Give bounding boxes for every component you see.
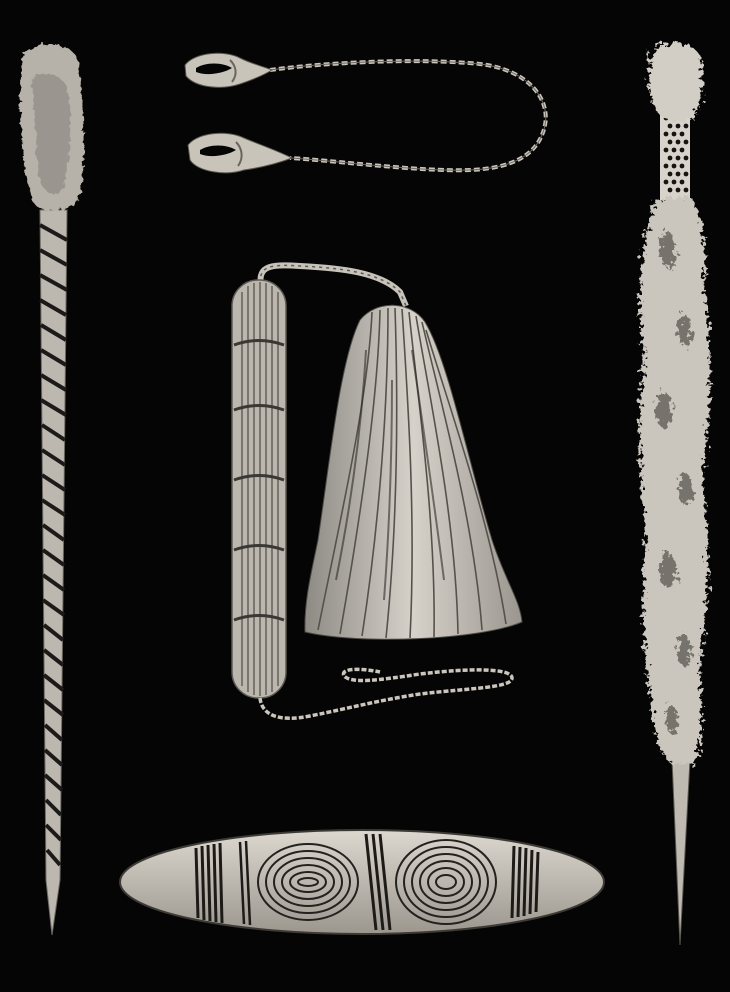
tassel <box>305 305 522 639</box>
right-spear-feathers <box>640 196 710 764</box>
claw-upper <box>185 53 272 87</box>
claw-ornament-cord <box>270 61 546 170</box>
claw-lower <box>188 133 292 172</box>
shield <box>120 830 604 934</box>
left-spear-shaft <box>40 210 67 935</box>
right-spear <box>640 43 710 945</box>
tassel-belt <box>232 265 522 718</box>
tassel-belt-band <box>232 280 286 698</box>
left-spear <box>20 44 83 935</box>
right-spear-top-tuft <box>649 43 703 122</box>
right-spear-dotted-band <box>660 110 690 200</box>
claw-ornament <box>185 53 546 172</box>
tassel-belt-bottom-cord <box>260 669 512 718</box>
